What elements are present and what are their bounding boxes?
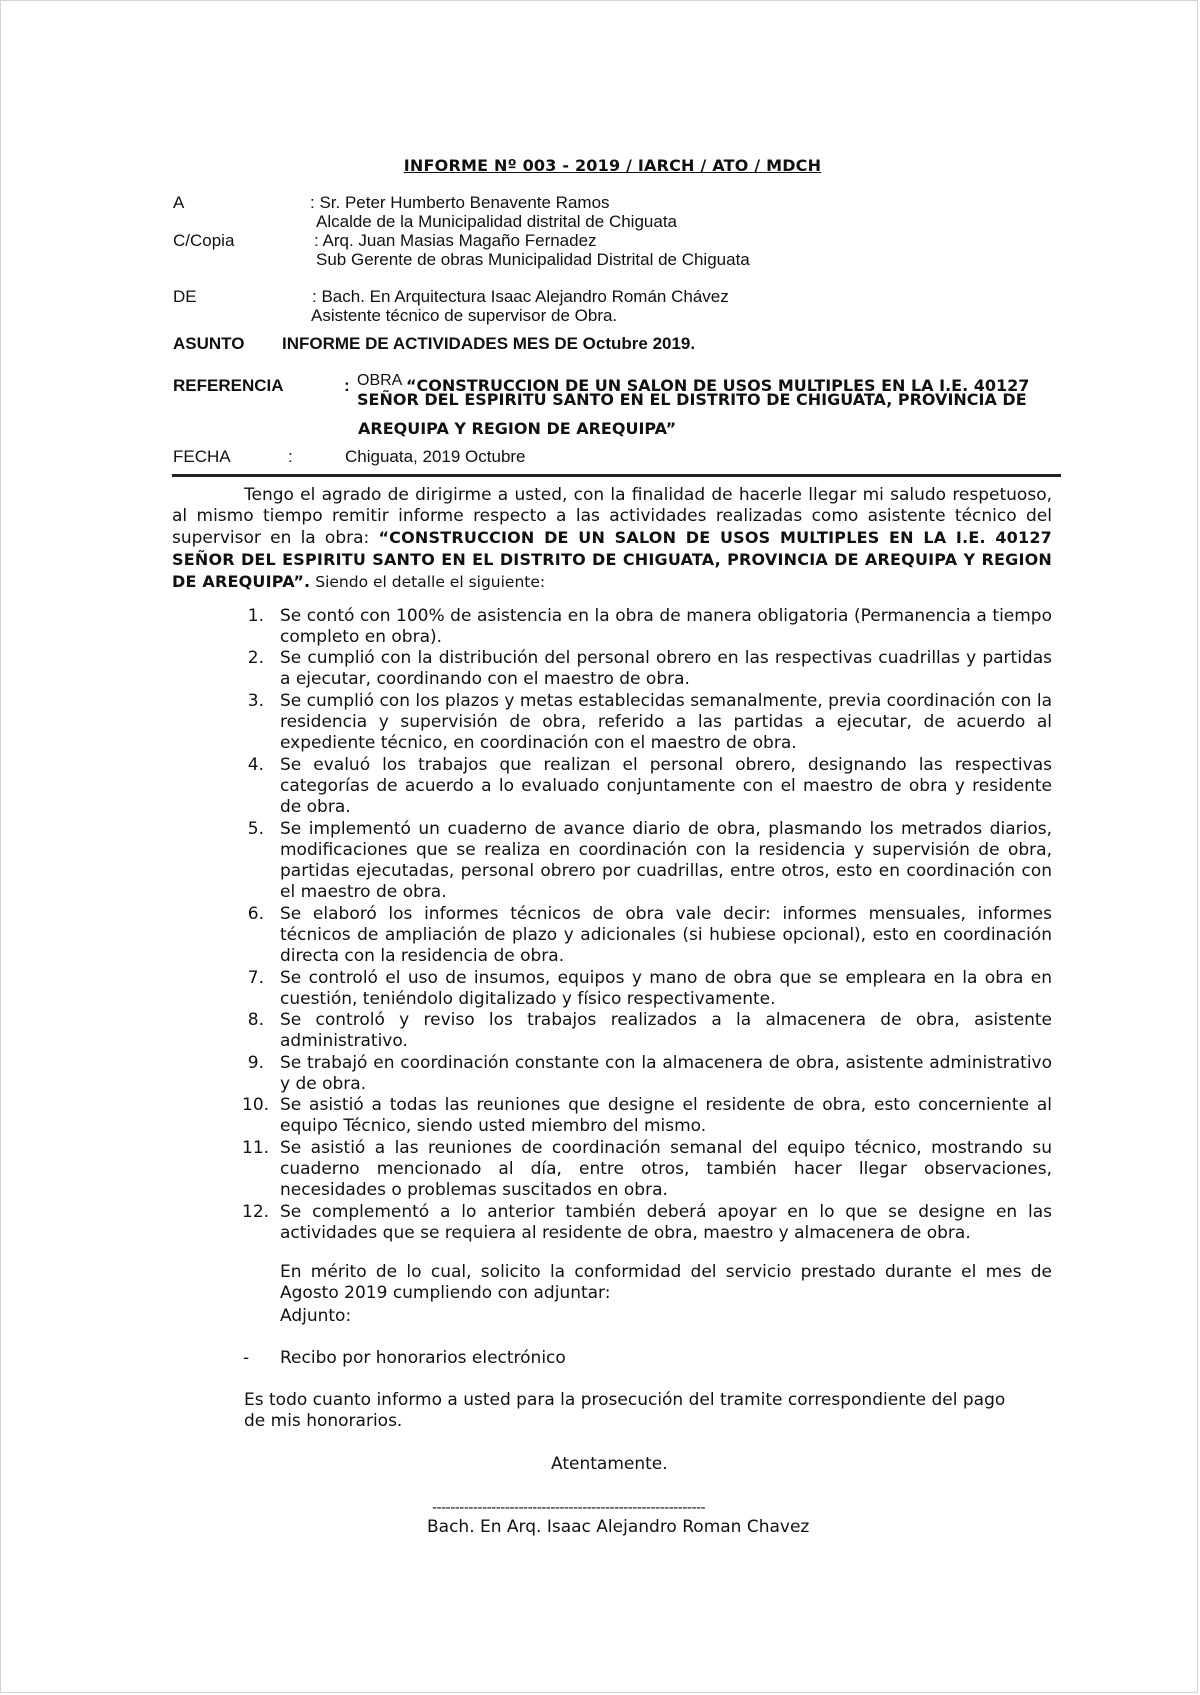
list-item [244, 648, 1052, 690]
list-item-text: Se asistió a todas las reuniones que designe el residente de obra, esto concerniente al equipo Técnico, siendo usted miembro del mismo. [280, 1095, 1052, 1136]
list-item-text: Se controló y reviso los trabajos realizados a la almacenera de obra, asistente administrativo. [280, 1010, 1052, 1051]
list-item [244, 1053, 1052, 1095]
list-item-text: Se elaboró los informes técnicos de obra vale decir: informes mensuales, informes técnicos de ampliación de plazo y adicionales (si hubiese opcional), esto en coordinación directa con la residencia de obra. [280, 904, 1052, 966]
list-item [244, 691, 1052, 754]
list-item-text: Se controló el uso de insumos, equipos y mano de obra que se empleara en la obra en cuestión, teniéndolo digitalizado y físico respectivamente. [280, 968, 1052, 1009]
list-item [244, 606, 1052, 648]
list-item [244, 819, 1052, 903]
list-item-number: 10. [242, 1095, 270, 1115]
referencia-label: REFERENCIA [173, 376, 284, 395]
header-divider [172, 474, 1061, 477]
list-item-text: Se cumplió con la distribución del personal obrero en las respectivas cuadrillas y partidas a ejecutar, coordinando con el maestro de obra. [280, 648, 1052, 689]
intro-tail: Siendo el detalle el siguiente: [310, 573, 546, 591]
copia-label: C/Copia [173, 231, 235, 250]
list-item-number: 4. [247, 755, 264, 775]
referencia-obra: OBRA [357, 372, 403, 389]
list-item [244, 755, 1052, 818]
intro-obra-name: “CONSTRUCCION DE UN SALON DE USOS MULTIPLES EN LA I.E. 40127 SEÑOR DEL ESPIRITU SANTO EN EL DISTRITO DE CHIGUATA, PROVINCIA DE AREQUIPA Y REGION DE AREQUIPA”. [172, 528, 1052, 591]
referencia-line2: SEÑOR DEL ESPIRITU SANTO EN EL DISTRITO DE CHIGUATA, PROVINCIA DE [357, 390, 1027, 409]
intro-paragraph [172, 485, 1052, 593]
list-item-text: Se cumplió con los plazos y metas establecidas semanalmente, previa coordinación con la residencia y supervisión de obra, referido a las partidas a ejecutar, de acuerdo al expediente técnico, en coordinación con el maestro de obra. [280, 691, 1052, 753]
list-item-text: Se contó con 100% de asistencia en la obra de manera obligatoria (Permanencia a tiempo completo en obra). [280, 606, 1052, 647]
report-title: INFORME Nº 003 - 2019 / IARCH / ATO / MDCH [403, 156, 822, 175]
list-item-number: 6. [247, 904, 264, 924]
list-item [244, 1202, 1052, 1244]
list-item [244, 1138, 1052, 1201]
fecha-label: FECHA [173, 447, 231, 466]
list-item-number: 7. [247, 968, 264, 988]
referencia-line3: AREQUIPA Y REGION DE AREQUIPA” [358, 419, 677, 438]
de-value: : Bach. En Arquitectura Isaac Alejandro Román Chávez [312, 287, 729, 306]
a-sub: Alcalde de la Municipalidad distrital de Chiguata [316, 212, 677, 231]
list-item-text: Se implementó un cuaderno de avance diario de obra, plasmando los metrados diarios, modificaciones que se realiza en coordinación con la residencia y supervisión de obra, partidas ejecutadas, personal obrero por cuadrillas, entre otros, esto en coordinación con el maestro de obra. [280, 819, 1052, 902]
de-sub: Asistente técnico de supervisor de Obra. [311, 306, 618, 325]
adjunto-label: Adjunto: [280, 1306, 352, 1326]
asunto-label: ASUNTO [173, 334, 245, 353]
list-item [244, 1095, 1052, 1137]
list-item-text: Se evaluó los trabajos que realizan el personal obrero, designando las respectivas categorías de acuerdo a lo evaluado conjuntamente con el maestro de obra y residente de obra. [280, 755, 1052, 817]
attachment-dash: - [243, 1348, 250, 1368]
de-label: DE [173, 287, 197, 306]
list-item [244, 1010, 1052, 1052]
closing-salutation: Atentamente. [551, 1454, 668, 1474]
copia-sub: Sub Gerente de obras Municipalidad Distrital de Chiguata [316, 250, 750, 269]
list-item-text: Se trabajó en coordinación constante con la almacenera de obra, asistente administrativo y de obra. [280, 1053, 1052, 1094]
a-value: : Sr. Peter Humberto Benavente Ramos [310, 193, 610, 212]
list-item-number: 2. [247, 648, 264, 668]
intro-text: Tengo el agrado de dirigirme a usted, con la finalidad de hacerle llegar mi saludo respetuoso, al mismo tiempo remitir informe respecto a las actividades realizadas como asistente técnico del supervisor en la obra: [172, 485, 1052, 548]
fecha-colon: : [288, 447, 293, 466]
referencia-colon: : [344, 376, 350, 395]
referencia-line1: “CONSTRUCCION DE UN SALON DE USOS MULTIPLES EN LA I.E. 40127 [406, 376, 1030, 395]
list-item-number: 5. [247, 819, 264, 839]
list-item-text: Se complementó a lo anterior también deberá apoyar en lo que se designe en las actividades que se requiera al residente de obra, maestro y almacenera de obra. [280, 1202, 1052, 1243]
signature-name: Bach. En Arq. Isaac Alejandro Roman Chavez [427, 1517, 810, 1537]
a-label: A [173, 193, 185, 212]
asunto-value: INFORME DE ACTIVIDADES MES DE Octubre 2019. [282, 334, 696, 353]
copia-value: : Arq. Juan Masias Magaño Fernadez [314, 231, 597, 250]
signature-line: ------------------------------------------------------------ [432, 1500, 706, 1516]
list-item-number: 11. [242, 1138, 270, 1158]
attachment-recibo: Recibo por honorarios electrónico [280, 1348, 566, 1368]
list-item [244, 968, 1052, 1010]
list-item-number: 9. [247, 1053, 264, 1073]
final-paragraph: Es todo cuanto informo a usted para la prosecución del tramite correspondiente del pago de mis honorarios. [244, 1390, 1006, 1431]
list-item-text: Se asistió a las reuniones de coordinación semanal del equipo técnico, mostrando su cuaderno mencionado al día, entre otros, también hacer llegar observaciones, necesidades o problemas suscitados en obra. [280, 1138, 1052, 1200]
fecha-value: Chiguata, 2019 Octubre [345, 447, 526, 466]
list-item-number: 1. [247, 606, 264, 626]
list-item-number: 12. [242, 1202, 270, 1222]
merit-paragraph: En mérito de lo cual, solicito la conformidad del servicio prestado durante el mes de Agosto 2019 cumpliendo con adjuntar: [280, 1262, 1052, 1303]
list-item-number: 3. [247, 691, 264, 711]
list-item [244, 904, 1052, 967]
list-item-number: 8. [247, 1010, 264, 1030]
